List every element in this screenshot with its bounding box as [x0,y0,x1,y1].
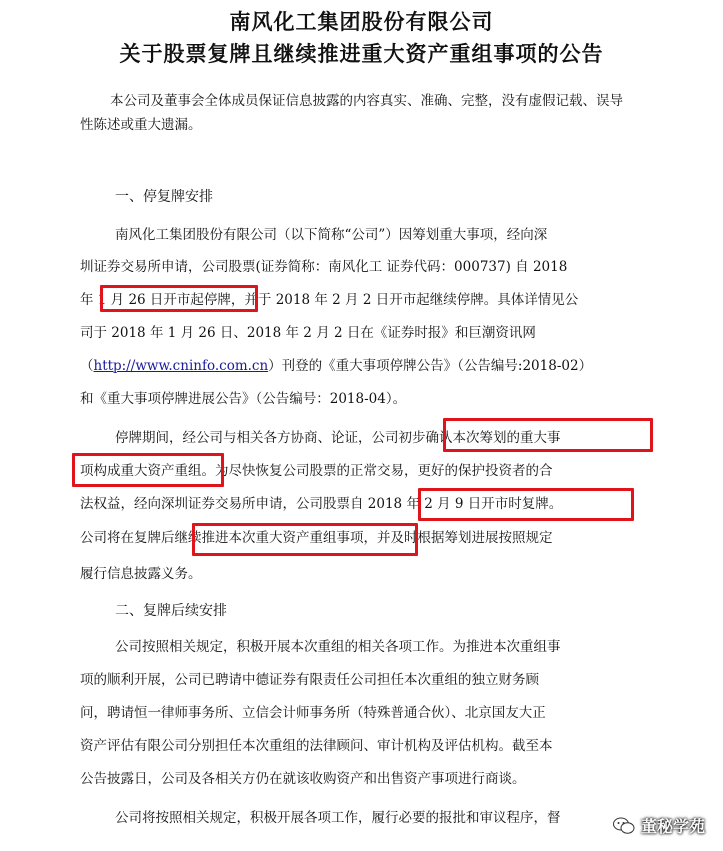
statement-line-2: 性陈述或重大遗漏。 [80,117,202,133]
watermark-text: 董秘学苑 [640,817,705,836]
p2-line-2: 项构成重大资产重组。为尽快恢复公司股票的正常交易，更好的保护投资者的合 [80,463,553,479]
p2-line-4: 公司将在复牌后继续推进本次重大资产重组事项，并及时根据筹划进展按照规定 [80,530,553,546]
cninfo-link[interactable]: http://www.cninfo.com.cn [93,358,269,374]
p3-line-5: 公告披露日，公司及各相关方仍在就该收购资产和出售资产事项进行商谈。 [80,771,526,787]
p1-line-1: 南风化工集团股份有限公司（以下简称“公司”）因筹划重大事项，经向深 [115,227,548,243]
title-announcement: 关于股票复牌且继续推进重大资产重组事项的公告 [119,42,604,66]
p4-line-1: 公司将按照相关规定，积极开展各项工作，履行必要的报批和审议程序，督 [115,810,561,826]
p1-line-5: （http://www.cninfo.com.cn）刊登的《重大事项停牌公告》（公告编号:2018-02） [80,358,593,374]
wechat-icon [613,817,635,835]
p2-line-1: 停牌期间，经公司与相关各方协商、论证，公司初步确认本次筹划的重大事 [115,430,561,446]
p3-line-4: 资产评估有限公司分别担任本次重组的法律顾问、审计机构及评估机构。截至本 [80,738,553,754]
p2-line-3: 法权益，经向深圳证券交易所申请，公司股票自 2018 年 2 月 9 日开市时复牌。 [80,496,563,512]
p1-line-3: 年 1 月 26 日开市起停牌，并于 2018 年 2 月 2 日开市起继续停牌。具体详情见公 [80,292,579,308]
p1-line-4: 司于 2018 年 1 月 26 日、2018 年 2 月 2 日在《证券时报》和巨潮资讯网 [80,325,536,341]
p1-line-2: 圳证券交易所申请，公司股票(证券简称：南风化工 证券代码：000737) 自 2018 [80,259,568,275]
p3-line-2: 项的顺利开展，公司已聘请中德证券有限责任公司担任本次重组的独立财务顾 [80,672,539,688]
title-company: 南风化工集团股份有限公司 [229,10,494,34]
section2-heading: 二、复牌后续安排 [115,603,227,619]
p1-line-6: 和《重大事项停牌进展公告》（公告编号：2018-04）。 [80,391,407,407]
p2-line-5: 履行信息披露义务。 [80,566,202,582]
p3-line-1: 公司按照相关规定，积极开展本次重组的相关各项工作。为推进本次重组事 [115,639,561,655]
p3-line-3: 问，聘请恒一律师事务所、立信会计师事务所（特殊普通合伙）、北京国友大正 [80,705,546,721]
statement-line-1: 本公司及董事会全体成员保证信息披露的内容真实、准确、完整，没有虚假记载、误导 [110,93,623,109]
section1-heading: 一、停复牌安排 [115,189,213,205]
watermark [613,814,705,837]
